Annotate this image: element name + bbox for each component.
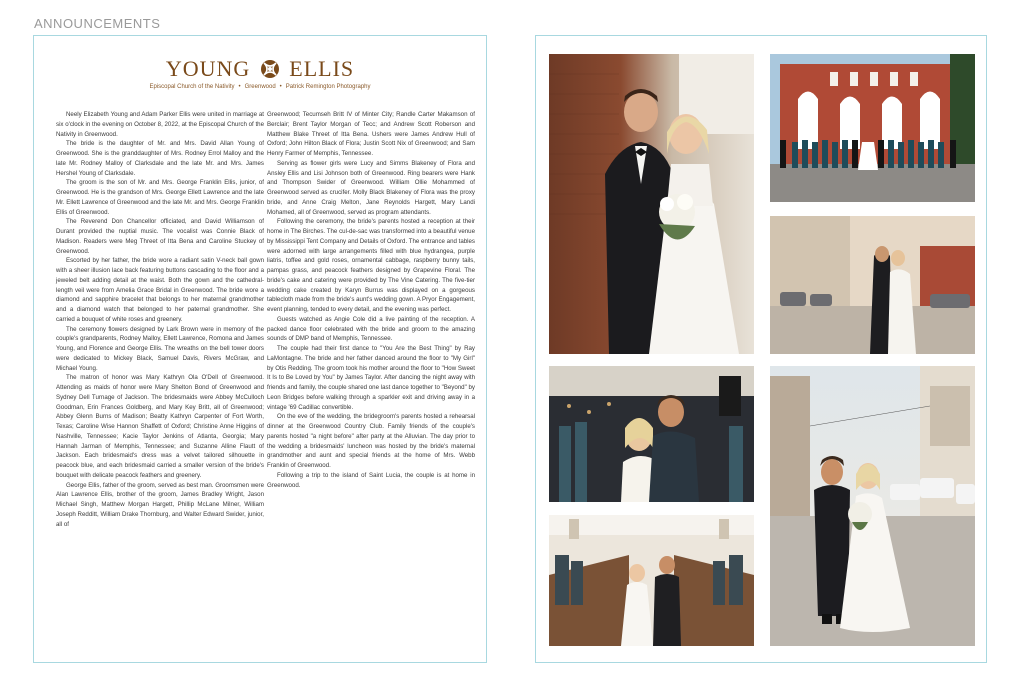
article-credits: Episcopal Church of the Nativity • Greenwood • Patrick Remington Photography [149,83,371,90]
first-dance-photo [549,366,754,502]
venue-credit: Episcopal Church of the Nativity [149,83,235,90]
street-kiss-photo [770,216,975,354]
couple-portrait-photo [549,54,754,354]
downtown-couple-photo [770,366,975,646]
paragraph: The Reverend Don Chancellor officiated, and David Williamson of Durant provided the nuptial music. The vocalist was Connie Black of Madison. Readers were Meg Threet of Itta Bena and Caroline Stuckey of Greenwood. [56,218,264,255]
paragraph: On the eve of the wedding, the bridegroom's parents hosted a rehearsal dinner at the Greenwood Country Club. Family friends of the couple's parents hosted "a night before" after party at the Alluvian. The day prior to the wedding a bridesmaids' luncheon was hosted by the bride's maternal grandmother and aunt and special friends at the home of Mrs. Webb Franklin of Greenwood. [267,413,475,469]
article-column-1 [56,110,264,529]
paragraph: Guests watched as Angie Cole did a live painting of the reception. A packed dance floor celebrated with the bride and groom to the amazing sounds of DMP band of Memphis, Tennessee. [267,315,475,343]
paragraph: The ceremony flowers designed by Lark Brown were in memory of the couple's grandparents, Rodney Malloy, Ellett Lawrence, Romona and James Young, and Florence and George Ellis. The wreaths on the bell tower doors were dedicated to Mickey Black, Samuel Davis, Rivers McGraw, and Michael Young. [56,325,264,372]
article-column-2 [267,110,475,490]
aisle-exit-photo [549,515,754,646]
section-label: ANNOUNCEMENTS [34,16,161,31]
paragraph: Following the ceremony, the bride's parents hosted a reception at their home in The Birches. The cul-de-sac was transformed into a beautiful venue by Mississippi Tent Company and Details of Oxford. The entrance and tables were adorned with large arrangements filled with blue hydrangea, purple liatris, toffee and gold roses, ornamental cabbage, raspberry bunny tails, pampas grass, and peacock feathers designed by Grapevine Floral. The bride's cake and catering were provided by The Vine Catering. The five-tier wedding cake created by Karyn Burrus was displayed on a gorgeous tablecloth made from the bride's aunt's wedding gown. A Pryor Engagement, event planning, tended to every detail, and the evening was perfect. [267,218,475,313]
photo-page [535,35,987,663]
paragraph: Following a trip to the island of Saint Lucia, the couple is at home in Greenwood. [267,471,475,489]
wedding-party-photo [770,54,975,202]
article-page [33,35,487,663]
paragraph: The bride is the daughter of Mr. and Mrs. David Allan Young of Greenwood. She is the granddaughter of Mrs. Rodney Errol Malloy and the late Mr. Rodney Malloy of Clarksdale and the late Mr. and Mrs. James Hershel Young of Clarksdale. [56,140,264,177]
groom-surname: ELLIS [289,55,355,81]
paragraph: Serving as flower girls were Lucy and Simms Blakeney of Flora and Ansley Ellis and Lisi Johnson both of Greenwood. Ring bearers were Hank and Thompson Swider of Greenwood. William Ollie Mohammed of Greenwood served as crucifer. Molly Black Blakeney of Flora was the proxy bride, and Anne Craig Melton, Jane Reynolds Hargett, Mary Landi Mohamed, all of Greenwood, served as program attendants. [267,159,475,216]
celtic-knot-icon [260,59,280,79]
paragraph: Escorted by her father, the bride wore a radiant satin V-neck ball gown with a sheer illusion lace back featuring buttons cascading to the floor and a jeweled belt adding detail at the waist. Both the gown and the cathedral-length veil were from Amelia Grace Bridal in Greenwood. The bride wore a diamond and sapphire bracelet that belongs to her maternal grandmother and a diamond watch that belonged to her paternal grandmother. She carried a bouquet of white roses and greenery. [56,257,264,323]
paragraph: Greenwood; Tecumseh Britt IV of Minter City; Randle Carter Makamson of Berclair; Brent Taylor Morgan of Tecc; and Andrew Scott Roberson and Matthew Blake Threet of Itta Bena. Ushers were James Andrew Hull of Oxford; John Hilton Black of Flora; Justin Scott Nix of Greenwood; and Sam Henry Farmer of Memphis, Tennessee. [267,111,475,157]
paragraph: Neely Elizabeth Young and Adam Parker Ellis were united in marriage at six o'clock in the evening on October 8, 2022, at the Episcopal Church of the Nativity in Greenwood. [56,111,264,138]
article-title [34,54,486,82]
bride-surname: YOUNG [165,55,251,81]
article-heading [34,54,486,90]
paragraph: George Ellis, father of the groom, served as best man. Groomsmen were Alan Lawrence Ellis, brother of the groom, James Bradley Wright, Jason Michael Singh, Matthew Morgan Hargett, Phillip McLane Milner, William Joseph Redditt, William Drake Thornburg, and Walter Edward Swider, junior, all of [56,481,264,528]
photographer-credit: Patrick Remington Photography [285,83,371,90]
paragraph: The matron of honor was Mary Kathryn Ola O'Dell of Greenwood. Attending as maids of honor were Mary Shelton Bond of Greenwood and Sydney Dell Turnage of Jackson. The bridesmaids were Abbey McCulloch Goodman, Erin Frances Goldberg, and Mary Key Britt, all of Greenwood; Abbey Glenn Burns of Madison; Beatty Kathryn Carpenter of Fort Worth, Texas; Caroline Wise Hannon Shaffett of Oxford; Christine Anne Higgins of Nashville, Tennessee; Kacie Taylor Jenkins of Atlanta, Georgia; Mary Hannah Jarman of Memphis, Tennessee; and Suzanne Alline Flautt of Jackson. Each bridesmaid's dress was a velvet tailored silhouette in peacock blue, and each bridesmaid carried a smaller version of the bride's bouquet with delicate peacock feathers and greenery. [56,374,264,479]
city-credit: Greenwood [244,83,276,90]
paragraph: The couple had their first dance to "You Are the Best Thing" by Ray LaMontagne. The bride and her father danced around the floor to "My Girl" by Otis Redding. The groom took his mother around the floor to "How Sweet It Is to Be Loved by You" by James Taylor. After dancing the night away with friends and family, the couple shared one last dance together to "Beyond" by Leon Bridges before walking through a sparkler exit and driving away in a vintage '69 Cadillac convertible. [267,345,475,411]
paragraph: The groom is the son of Mr. and Mrs. George Franklin Ellis, junior, of Greenwood. He is the grandson of Mrs. George Ellett Lawrence and the late Mr. Ellett Lawrence of Greenwood and the late Mr. and Mrs. George Franklin Ellis of Greenwood. [56,179,264,216]
